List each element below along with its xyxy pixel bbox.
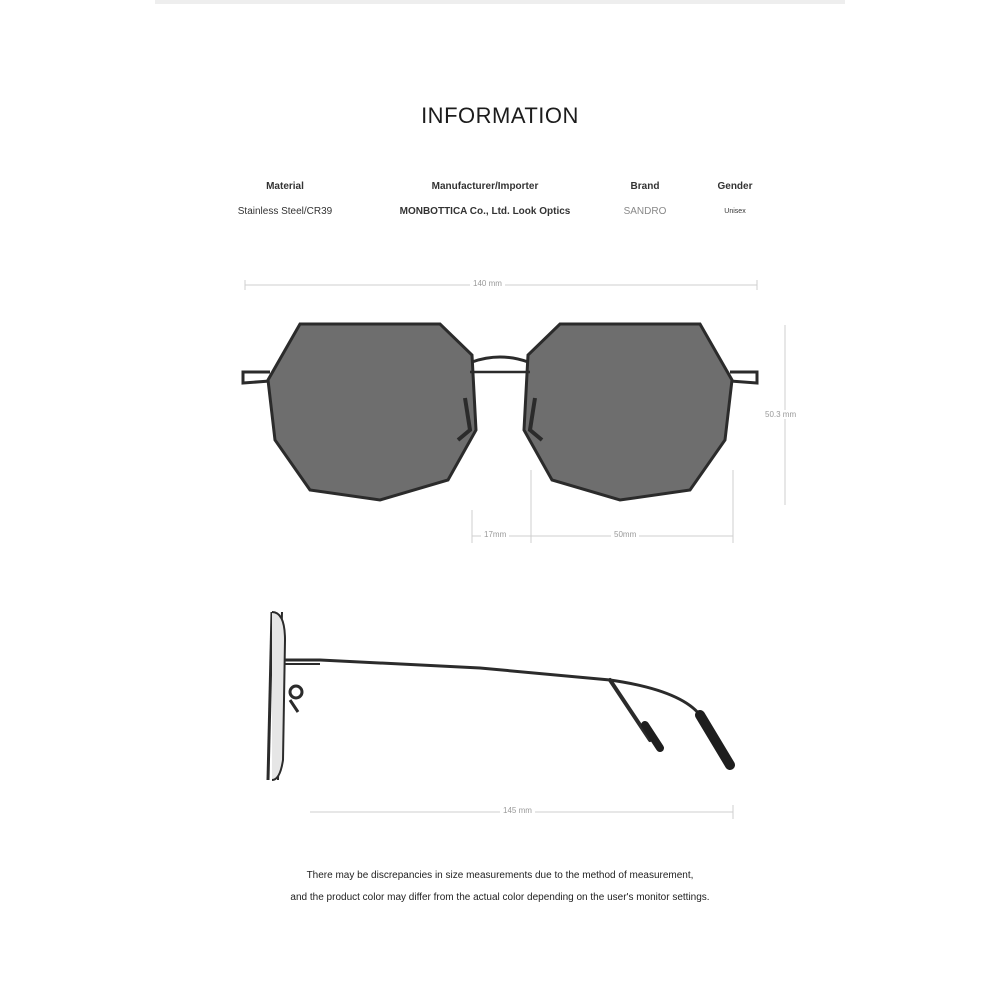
spec-gender-value: Unisex xyxy=(724,208,746,215)
notice-line-1: There may be discrepancies in size measurements due to the method of measurement, xyxy=(306,870,694,881)
spec-material-value: Stainless Steel/CR39 xyxy=(237,206,333,217)
lens-width-label: 50mm xyxy=(611,530,639,539)
page-title: INFORMATION xyxy=(421,103,579,128)
right-lens xyxy=(524,324,732,500)
spec-manufacturer-label: Manufacturer/Importer xyxy=(431,181,539,192)
left-lens xyxy=(268,324,476,500)
spec-manufacturer-value: MONBOTTICA Co., Ltd. Look Optics xyxy=(399,206,571,217)
spec-gender-label: Gender xyxy=(717,181,753,192)
side-view-illustration xyxy=(268,612,730,780)
notice-line-2: and the product color may differ from the actual color depending on the user's monitor settings. xyxy=(290,892,710,903)
spec-brand-value: SANDRO xyxy=(623,206,667,217)
spec-brand-label: Brand xyxy=(630,181,660,192)
temple-length-label: 145 mm xyxy=(500,806,535,815)
spec-material-label: Material xyxy=(266,181,304,192)
bridge-label: 17mm xyxy=(481,530,509,539)
total-width-label: 140 mm xyxy=(470,279,505,288)
lens-height-label: 50.3 mm xyxy=(762,410,799,419)
